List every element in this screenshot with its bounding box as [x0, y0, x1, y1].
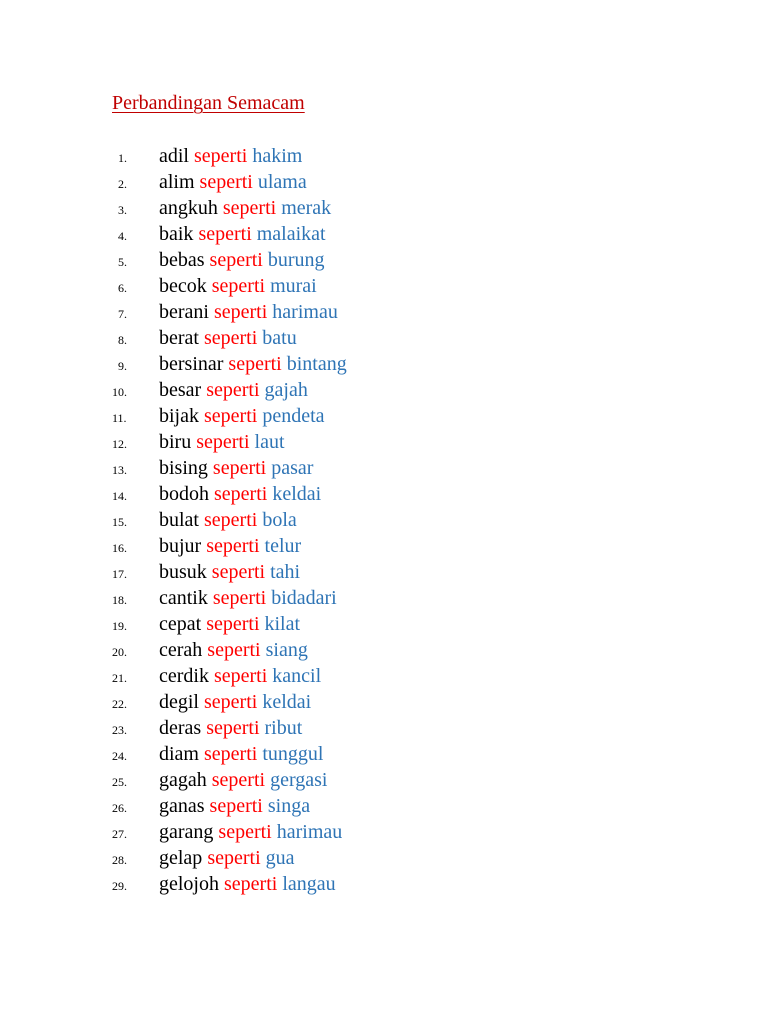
list-item-text: [159, 741, 323, 767]
comparison-word: langau: [282, 873, 336, 895]
list-item: [0, 169, 500, 195]
comparison-word: tunggul: [262, 743, 324, 765]
list-item: [0, 377, 500, 403]
adjective-word: bijak: [159, 405, 199, 427]
list-item-number: 13.: [112, 463, 127, 477]
list-item-text: [159, 351, 347, 377]
comparison-word: gua: [265, 847, 295, 869]
list-item-text: [159, 689, 311, 715]
comparison-word: kancil: [272, 665, 322, 687]
list-item-number: 16.: [112, 541, 127, 555]
list-item-number: 10.: [112, 385, 127, 399]
simile-list: [0, 143, 500, 897]
connector-word: seperti: [207, 847, 261, 869]
list-item-number: 14.: [112, 489, 127, 503]
adjective-word: gelojoh: [159, 873, 219, 895]
adjective-word: cantik: [159, 587, 208, 609]
list-item: [0, 611, 500, 637]
list-item-number: 23.: [112, 723, 127, 737]
adjective-word: biru: [159, 431, 192, 453]
list-item: [0, 767, 500, 793]
adjective-word: bulat: [159, 509, 199, 531]
list-item: [0, 195, 500, 221]
connector-word: seperti: [206, 379, 260, 401]
list-item-text: [159, 559, 300, 585]
adjective-word: alim: [159, 171, 195, 193]
adjective-word: cerdik: [159, 665, 209, 687]
list-item-number: 29.: [112, 879, 127, 893]
comparison-word: harimau: [276, 821, 343, 843]
connector-word: seperti: [196, 431, 250, 453]
comparison-word: ribut: [264, 717, 303, 739]
comparison-word: murai: [270, 275, 317, 297]
adjective-word: cerah: [159, 639, 203, 661]
list-item-text: [159, 871, 336, 897]
adjective-word: becok: [159, 275, 207, 297]
list-item-text: [159, 845, 295, 871]
comparison-word: gergasi: [270, 769, 328, 791]
list-item-text: [159, 507, 297, 533]
list-item-number: 15.: [112, 515, 127, 529]
comparison-word: keldai: [272, 483, 322, 505]
list-item-text: [159, 169, 307, 195]
list-item: [0, 819, 500, 845]
list-item: [0, 585, 500, 611]
connector-word: seperti: [207, 639, 261, 661]
list-item-text: [159, 585, 337, 611]
adjective-word: berani: [159, 301, 209, 323]
adjective-word: busuk: [159, 561, 207, 583]
comparison-word: bola: [262, 509, 297, 531]
list-item-number: 25.: [112, 775, 127, 789]
list-item: [0, 455, 500, 481]
list-item-number: 1.: [118, 151, 127, 165]
connector-word: seperti: [206, 613, 260, 635]
connector-word: seperti: [209, 249, 263, 271]
list-item-number: 26.: [112, 801, 127, 815]
list-item-text: [159, 325, 297, 351]
connector-word: seperti: [213, 665, 268, 687]
list-item: [0, 507, 500, 533]
list-item-number: 5.: [118, 255, 127, 269]
comparison-word: laut: [254, 431, 285, 453]
connector-word: seperti: [199, 171, 253, 193]
adjective-word: besar: [159, 379, 202, 401]
list-item: [0, 533, 500, 559]
comparison-word: malaikat: [256, 223, 326, 245]
list-item-text: [159, 195, 331, 221]
connector-word: seperti: [203, 327, 258, 349]
list-item-number: 28.: [112, 853, 127, 867]
list-item-text: [159, 273, 317, 299]
comparison-word: tahi: [270, 561, 301, 583]
connector-word: seperti: [211, 769, 266, 791]
list-item: [0, 793, 500, 819]
list-item: [0, 247, 500, 273]
list-item: [0, 273, 500, 299]
list-item: [0, 871, 500, 897]
list-item-text: [159, 663, 321, 689]
list-item-text: [159, 767, 327, 793]
comparison-word: telur: [264, 535, 302, 557]
adjective-word: adil: [159, 145, 189, 167]
list-item-number: 9.: [118, 359, 127, 373]
list-item-text: [159, 637, 308, 663]
list-item: [0, 403, 500, 429]
list-item-number: 20.: [112, 645, 127, 659]
connector-word: seperti: [211, 275, 266, 297]
adjective-word: bebas: [159, 249, 205, 271]
adjective-word: gelap: [159, 847, 203, 869]
connector-word: seperti: [212, 587, 267, 609]
list-item: [0, 715, 500, 741]
connector-word: seperti: [214, 483, 268, 505]
comparison-word: bidadari: [271, 587, 337, 609]
adjective-word: diam: [159, 743, 199, 765]
list-item-number: 22.: [112, 697, 127, 711]
comparison-word: merak: [281, 197, 332, 219]
connector-word: seperti: [198, 223, 252, 245]
connector-word: seperti: [206, 535, 260, 557]
list-item-text: [159, 403, 325, 429]
list-item: [0, 637, 500, 663]
connector-word: seperti: [218, 821, 272, 843]
connector-word: seperti: [206, 717, 260, 739]
connector-word: seperti: [204, 405, 258, 427]
adjective-word: bising: [159, 457, 208, 479]
connector-word: seperti: [204, 509, 258, 531]
adjective-word: bujur: [159, 535, 202, 557]
connector-word: seperti: [204, 691, 258, 713]
list-item-text: [159, 429, 285, 455]
list-item-number: 18.: [112, 593, 127, 607]
adjective-word: degil: [159, 691, 199, 713]
adjective-word: ganas: [159, 795, 205, 817]
comparison-word: keldai: [262, 691, 312, 713]
list-item-text: [159, 819, 342, 845]
adjective-word: angkuh: [159, 197, 218, 219]
list-item-text: [159, 247, 325, 273]
list-item-text: [159, 299, 338, 325]
comparison-word: batu: [262, 327, 297, 349]
adjective-word: garang: [159, 821, 214, 843]
list-item-number: 12.: [112, 437, 127, 451]
list-item-number: 8.: [118, 333, 127, 347]
list-item-number: 19.: [112, 619, 127, 633]
connector-word: seperti: [194, 145, 248, 167]
list-item-text: [159, 221, 326, 247]
adjective-word: gagah: [159, 769, 207, 791]
list-item: [0, 351, 500, 377]
connector-word: seperti: [224, 873, 278, 895]
list-item: [0, 143, 500, 169]
list-item-text: [159, 533, 301, 559]
comparison-word: bintang: [286, 353, 347, 375]
list-item: [0, 663, 500, 689]
comparison-word: gajah: [264, 379, 308, 401]
adjective-word: cepat: [159, 613, 202, 635]
list-item: [0, 325, 500, 351]
comparison-word: kilat: [264, 613, 301, 635]
list-item: [0, 429, 500, 455]
list-item-text: [159, 793, 310, 819]
comparison-word: pasar: [271, 457, 314, 479]
adjective-word: baik: [159, 223, 194, 245]
list-item-text: [159, 143, 302, 169]
connector-word: seperti: [209, 795, 263, 817]
list-item: [0, 559, 500, 585]
list-item-text: [159, 377, 308, 403]
comparison-word: ulama: [257, 171, 307, 193]
connector-word: seperti: [212, 457, 267, 479]
comparison-word: siang: [265, 639, 308, 661]
adjective-word: berat: [159, 327, 199, 349]
connector-word: seperti: [211, 561, 266, 583]
comparison-word: singa: [267, 795, 311, 817]
page-title: Perbandingan Semacam: [112, 92, 305, 114]
connector-word: seperti: [213, 301, 268, 323]
connector-word: seperti: [228, 353, 282, 375]
list-item-number: 27.: [112, 827, 127, 841]
list-item: [0, 689, 500, 715]
comparison-word: burung: [267, 249, 325, 271]
adjective-word: deras: [159, 717, 202, 739]
list-item-number: 7.: [118, 307, 127, 321]
list-item-number: 24.: [112, 749, 127, 763]
list-item: [0, 481, 500, 507]
list-item-number: 17.: [112, 567, 127, 581]
list-item: [0, 221, 500, 247]
list-item: [0, 845, 500, 871]
list-item-number: 6.: [118, 281, 127, 295]
comparison-word: hakim: [252, 145, 303, 167]
list-item-text: [159, 715, 302, 741]
connector-word: seperti: [222, 197, 277, 219]
list-item-number: 11.: [112, 411, 127, 425]
adjective-word: bersinar: [159, 353, 224, 375]
list-item-number: 2.: [118, 177, 127, 191]
list-item-text: [159, 611, 300, 637]
list-item-number: 4.: [118, 229, 127, 243]
comparison-word: pendeta: [262, 405, 325, 427]
list-item-text: [159, 455, 313, 481]
comparison-word: harimau: [272, 301, 338, 323]
list-item: [0, 741, 500, 767]
list-item-number: 3.: [118, 203, 127, 217]
connector-word: seperti: [204, 743, 258, 765]
list-item-number: 21.: [112, 671, 127, 685]
list-item: [0, 299, 500, 325]
adjective-word: bodoh: [159, 483, 209, 505]
list-item-text: [159, 481, 321, 507]
